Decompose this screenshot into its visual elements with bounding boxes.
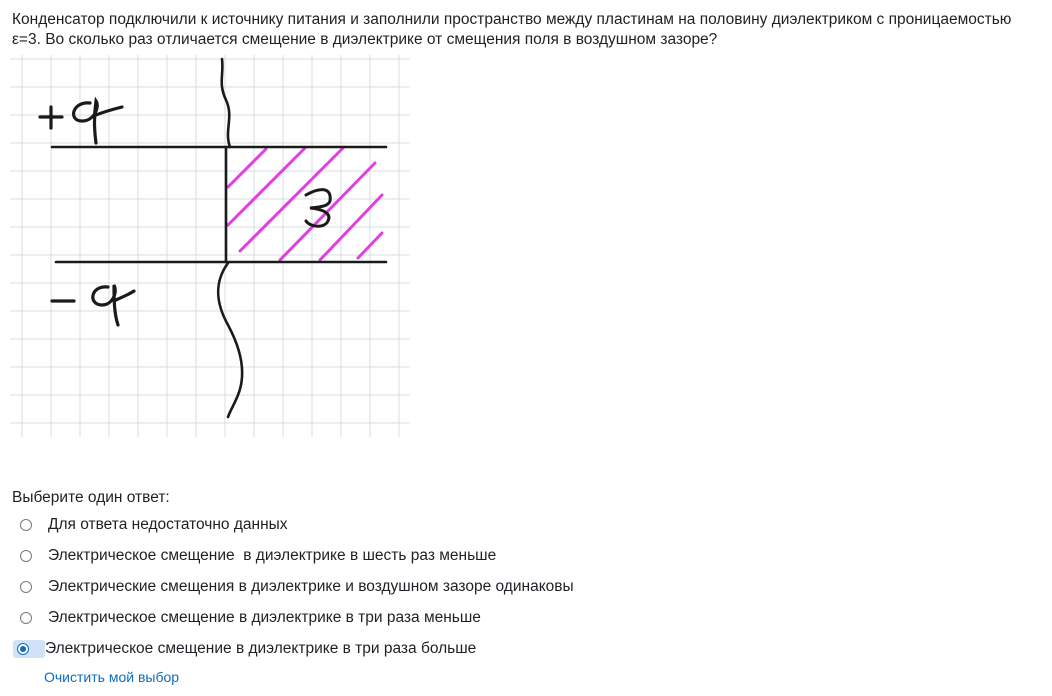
answer-list (16, 509, 574, 664)
q-letter-top (74, 101, 122, 143)
dielectric-hatching (228, 148, 382, 260)
radio-focus-highlight (13, 640, 45, 658)
answer-option[interactable] (16, 509, 574, 540)
answer-label: Электрическое смещение в диэлектрике в три раза меньше (48, 608, 481, 626)
grid-lines (10, 55, 410, 437)
radio-button[interactable] (20, 519, 32, 531)
answer-option[interactable] (16, 633, 574, 664)
capacitor-diagram (10, 55, 410, 437)
answer-label: Электрическое смещение в диэлектрике в три раза больше (45, 639, 477, 657)
bottom-lead-wire (218, 263, 242, 417)
answer-option[interactable] (16, 540, 574, 571)
clear-choice-link[interactable]: Очистить мой выбор (44, 669, 180, 685)
radio-button[interactable] (20, 581, 32, 593)
radio-button[interactable] (20, 612, 32, 624)
plus-sign (40, 107, 62, 128)
q-letter-bottom (93, 285, 134, 325)
radio-button[interactable] (20, 550, 32, 562)
answer-option[interactable] (16, 571, 574, 602)
answer-label: Электрическое смещение в диэлектрике в шесть раз меньше (48, 546, 497, 564)
answer-label: Для ответа недостаточно данных (48, 515, 288, 533)
answer-label: Электрические смещения в диэлектрике и воздушном зазоре одинаковы (48, 577, 574, 595)
answer-option[interactable] (16, 602, 574, 633)
radio-button[interactable] (17, 643, 29, 655)
capacitor-figure (10, 55, 410, 437)
answer-prompt: Выберите один ответ: (12, 489, 170, 506)
question-text: Конденсатор подключили к источнику питания и заполнили пространство между пластинам на половину диэлектриком с проницаемостью ε=3. Во сколько раз отличается смещение в диэлектрике от смещения поля в воздушном зазоре? (12, 11, 1012, 48)
top-lead-wire (222, 59, 230, 147)
